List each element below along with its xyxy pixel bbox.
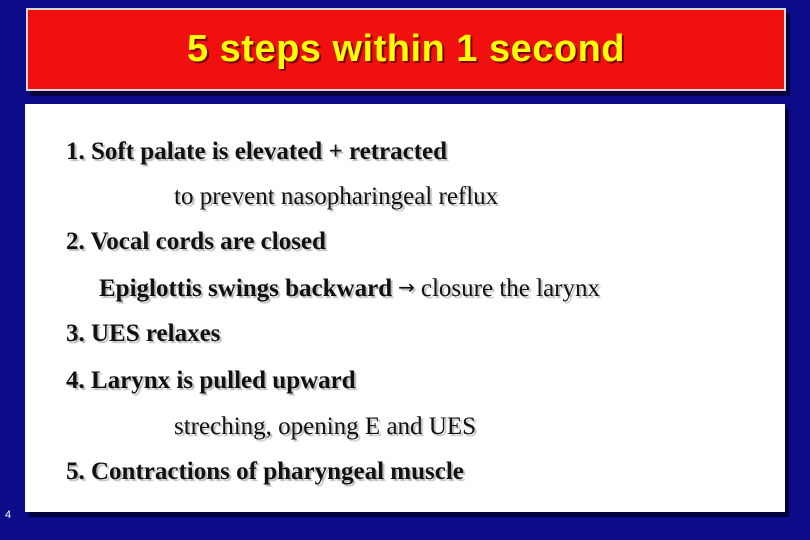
closure-text: closure the larynx [420, 275, 600, 302]
step-3-line: 3. UES relaxes [66, 320, 221, 347]
step-2-detail [99, 276, 600, 301]
right-arrow-icon: → [398, 275, 415, 299]
step-1-line: 1. Soft palate is elevated + retracted [66, 138, 448, 165]
step-5-line: 5. Contractions of pharyngeal muscle [66, 458, 464, 485]
content-panel [25, 104, 785, 512]
epiglottis-text: Epiglottis swings backward [99, 275, 393, 302]
slide-title: 5 steps within 1 second [186, 28, 626, 70]
title-banner [26, 8, 786, 91]
page-number: 4 [5, 509, 12, 521]
step-4-detail: streching, opening E and UES [174, 413, 477, 440]
step-4-line: 4. Larynx is pulled upward [66, 367, 356, 394]
step-2-line: 2. Vocal cords are closed [66, 228, 326, 255]
step-1-detail: to prevent nasopharingeal reflux [174, 183, 499, 210]
